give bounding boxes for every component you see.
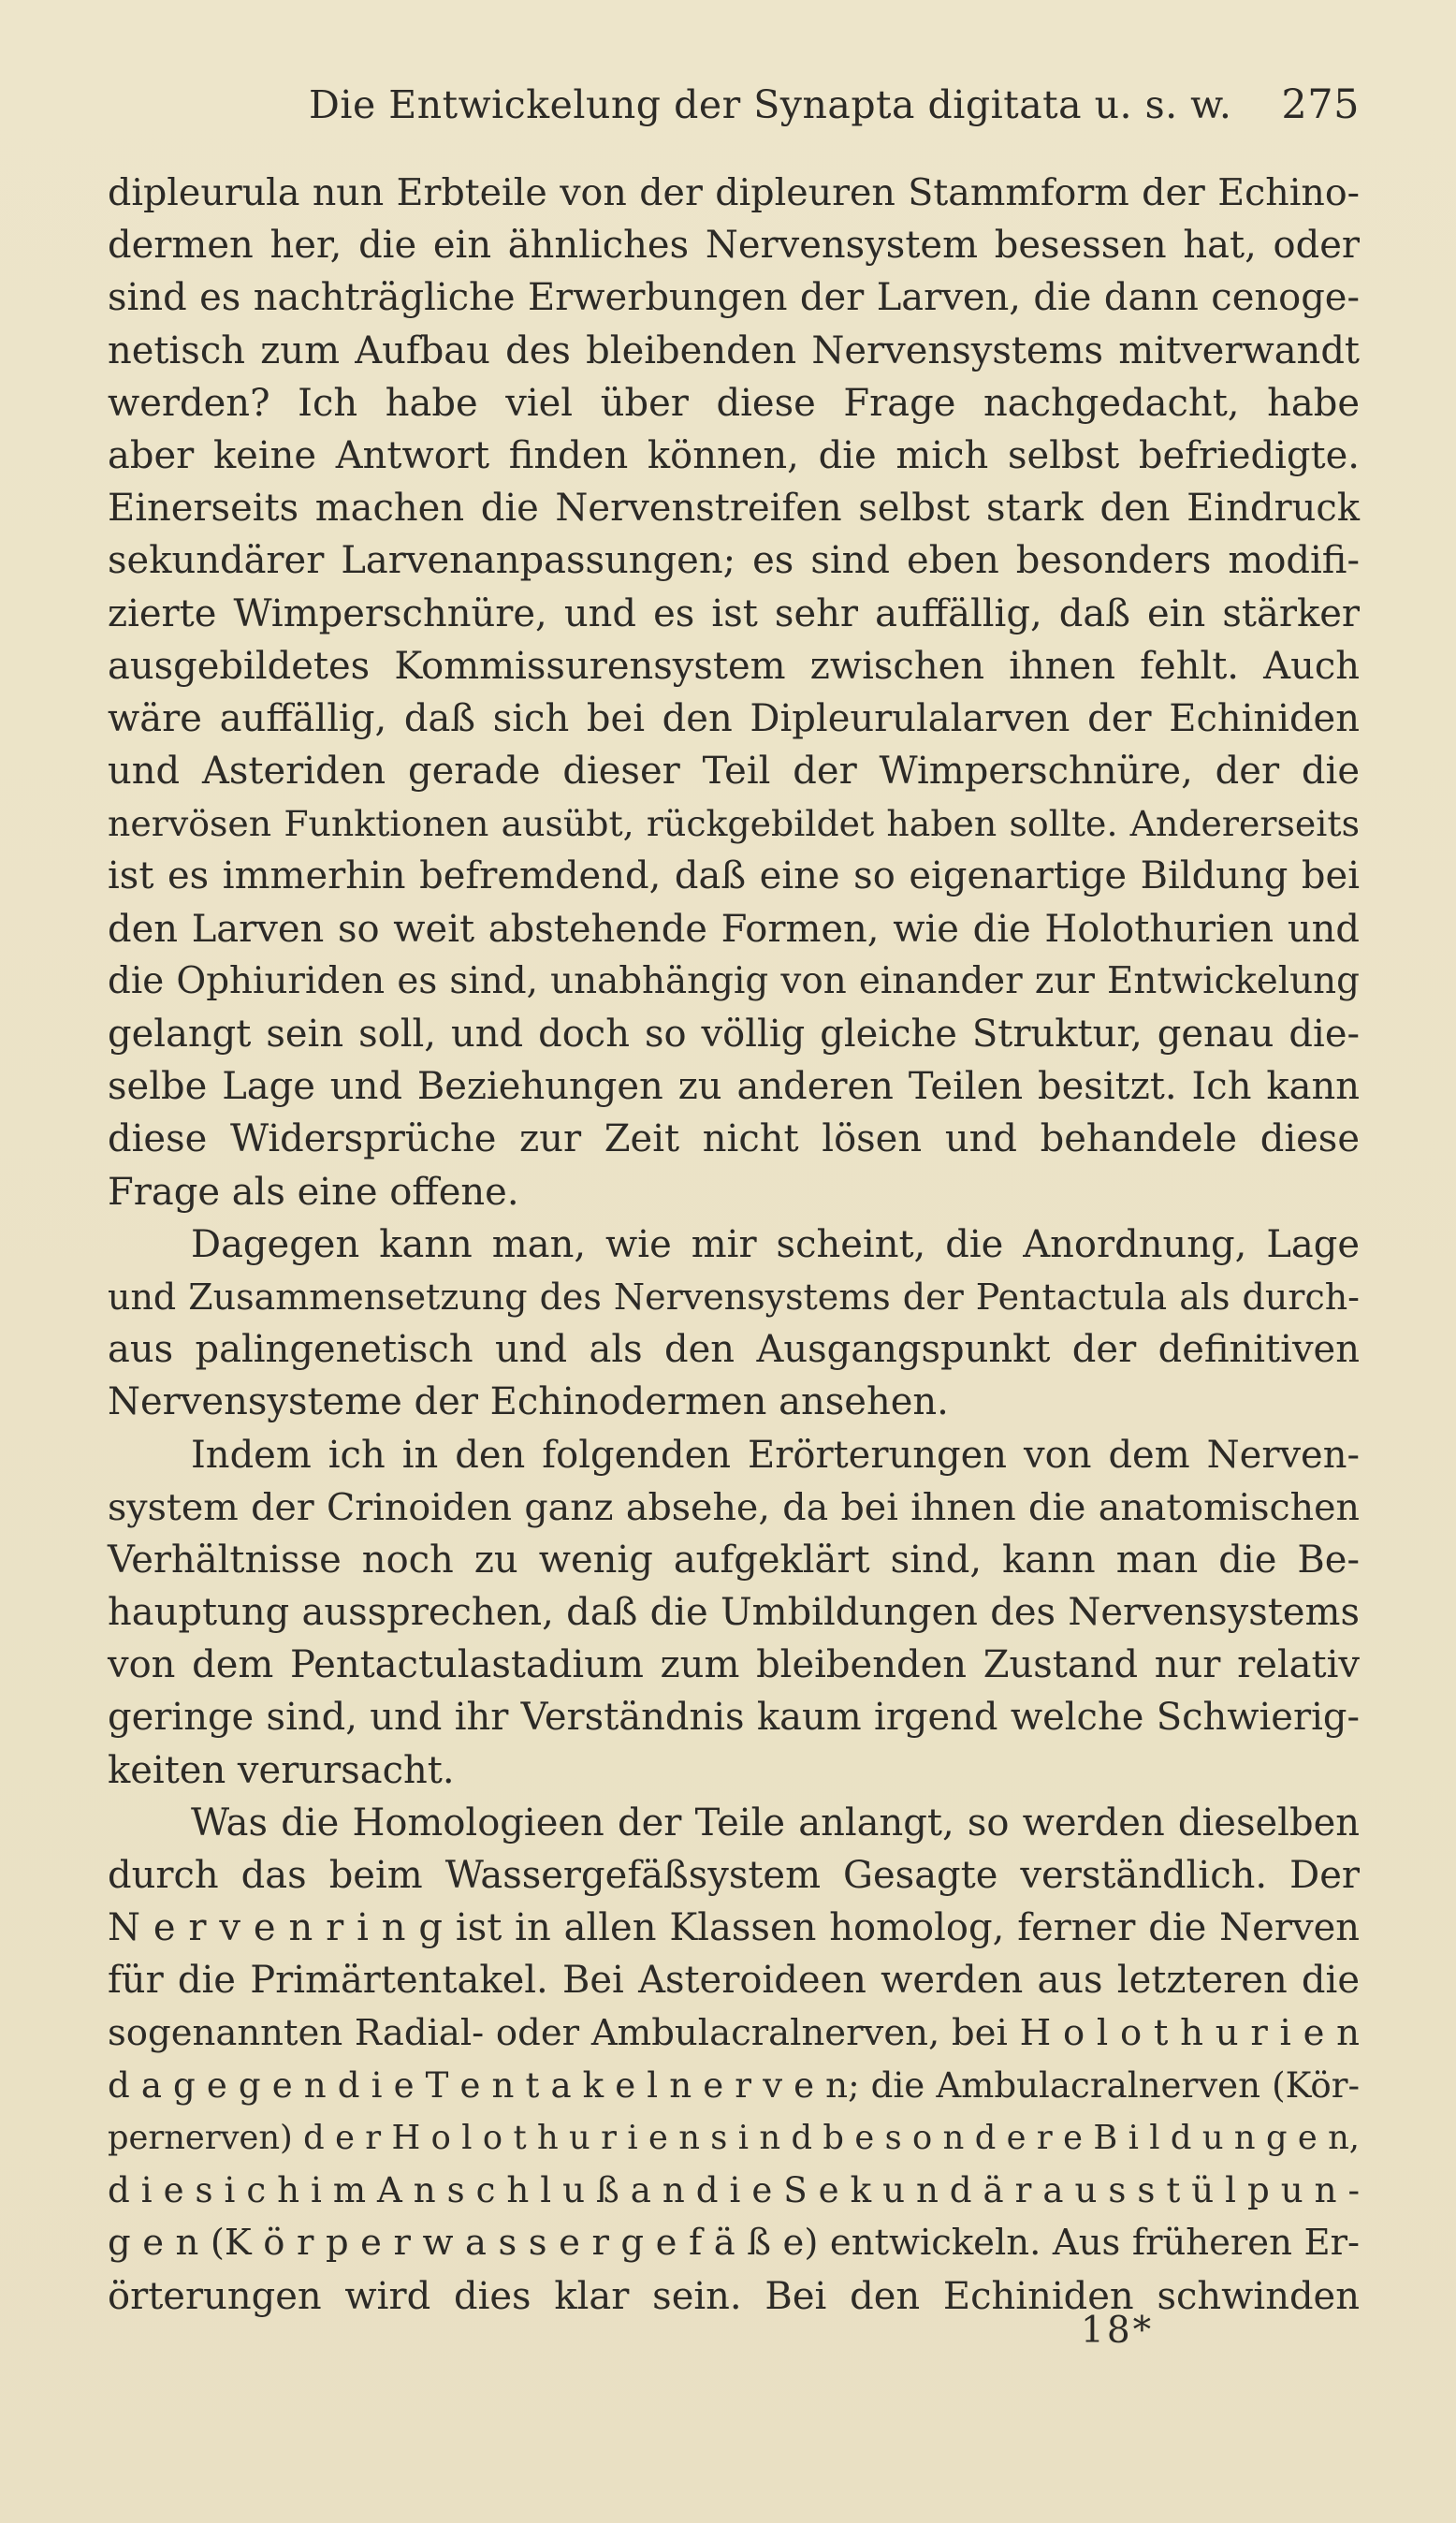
text-line: Frage als eine offene.	[108, 1170, 519, 1214]
text-line: geringe sind, und ihr Verständnis kaum irgend welche Schwierig-	[108, 1696, 1360, 1740]
text-line: netisch zum Aufbau des bleibenden Nervensystems mitverwandt	[108, 328, 1360, 372]
signature-mark: 18*	[1081, 2310, 1155, 2352]
page-number: 275	[1281, 81, 1360, 128]
text-line: sind es nachträgliche Erwerbungen der Larven, die dann cenoge-	[108, 276, 1360, 320]
text-line: örterungen wird dies klar sein. Bei den Echiniden schwinden	[108, 2274, 1360, 2318]
text-line: g e n (K ö r p e r w a s s e r g e f ä ß e) entwickeln. Aus früheren Er-	[108, 2222, 1360, 2265]
text-line: d a g e g e n d i e T e n t a k e l n e r v e n; die Ambulacralnerven (Kör-	[108, 2064, 1360, 2106]
text-line: hauptung aussprechen, daß die Umbildungen des Nervensystems	[108, 1591, 1360, 1635]
text-line: aber keine Antwort finden können, die mich selbst befriedigte.	[108, 433, 1360, 477]
text-line: ausgebildetes Kommissurensystem zwischen ihnen fehlt. Auch	[108, 644, 1360, 688]
text-line: für die Primärtentakel. Bei Asteroideen werden aus letzteren die	[108, 1959, 1360, 2003]
text-line: Indem ich in den folgenden Erörterungen von dem Nerven-	[191, 1433, 1360, 1477]
text-line: von dem Pentactulastadium zum bleibenden Zustand nur relativ	[108, 1643, 1360, 1687]
text-line: dipleurula nun Erbteile von der dipleuren Stammform der Echino-	[108, 171, 1360, 214]
text-line: diese Widersprüche zur Zeit nicht lösen und behandele diese	[108, 1117, 1360, 1161]
text-line: Was die Homologieen der Teile anlangt, so werden dieselben	[191, 1801, 1360, 1845]
text-line: sogenannten Radial- oder Ambulacralnerven, bei H o l o t h u r i e n	[108, 2011, 1360, 2054]
text-line: sekundärer Larvenanpassungen; es sind eben besonders modifi-	[108, 539, 1360, 583]
text-line: Dagegen kann man, wie mir scheint, die Anordnung, Lage	[191, 1222, 1360, 1266]
text-line: system der Crinoiden ganz absehe, da bei ihnen die anatomischen	[108, 1485, 1360, 1529]
text-line: Nervensysteme der Echinodermen ansehen.	[108, 1380, 949, 1424]
running-title: Die Entwickelung der Synapta digitata u. s. w.	[309, 82, 1232, 127]
text-line: und Zusammensetzung des Nervensystems der Pentactula als durch-	[108, 1276, 1360, 1318]
text-line: ist es immerhin befremdend, daß eine so eigenartige Bildung bei	[108, 854, 1360, 898]
text-line: d i e s i c h i m A n s c h l u ß a n d i e S e k u n d ä r a u s s t ü l p u n -	[108, 2170, 1360, 2211]
running-head	[108, 77, 1360, 133]
text-line: werden? Ich habe viel über diese Frage nachgedacht, habe	[108, 381, 1360, 425]
text-line: gelangt sein soll, und doch so völlig gleiche Struktur, genau die-	[108, 1013, 1360, 1056]
text-line: aus palingenetisch und als den Ausgangspunkt der definitiven	[108, 1328, 1360, 1372]
body-text	[108, 167, 1360, 2323]
text-line: Einerseits machen die Nervenstreifen selbst stark den Eindruck	[108, 487, 1360, 531]
text-line: dermen her, die ein ähnliches Nervensystem besessen hat, oder	[108, 224, 1360, 268]
text-line: wäre auffällig, daß sich bei den Dipleurulalarven der Echiniden	[108, 696, 1360, 740]
text-line: pernerven) d e r H o l o t h u r i e n s i n d b e s o n d e r e B i l d u n g e n,	[108, 2118, 1360, 2157]
text-line: die Ophiuriden es sind, unabhängig von einander zur Entwickelung	[108, 959, 1360, 1002]
text-line: und Asteriden gerade dieser Teil der Wimperschnüre, der die	[108, 750, 1360, 794]
text-line: den Larven so weit abstehende Formen, wie die Holothurien und	[108, 907, 1360, 951]
text-line: durch das beim Wassergefäßsystem Gesagte verständlich. Der	[108, 1854, 1360, 1897]
text-line: zierte Wimperschnüre, und es ist sehr auffällig, daß ein stärker	[108, 591, 1360, 635]
text-line: selbe Lage und Beziehungen zu anderen Teilen besitzt. Ich kann	[108, 1065, 1360, 1109]
text-line: N e r v e n r i n g ist in allen Klassen homolog, ferner die Nerven	[108, 1906, 1360, 1950]
text-line: Verhältnisse noch zu wenig aufgeklärt sind, kann man die Be-	[108, 1538, 1360, 1582]
text-line: nervösen Funktionen ausübt, rückgebildet haben sollte. Andererseits	[108, 803, 1360, 845]
text-line: keiten verursacht.	[108, 1748, 455, 1792]
